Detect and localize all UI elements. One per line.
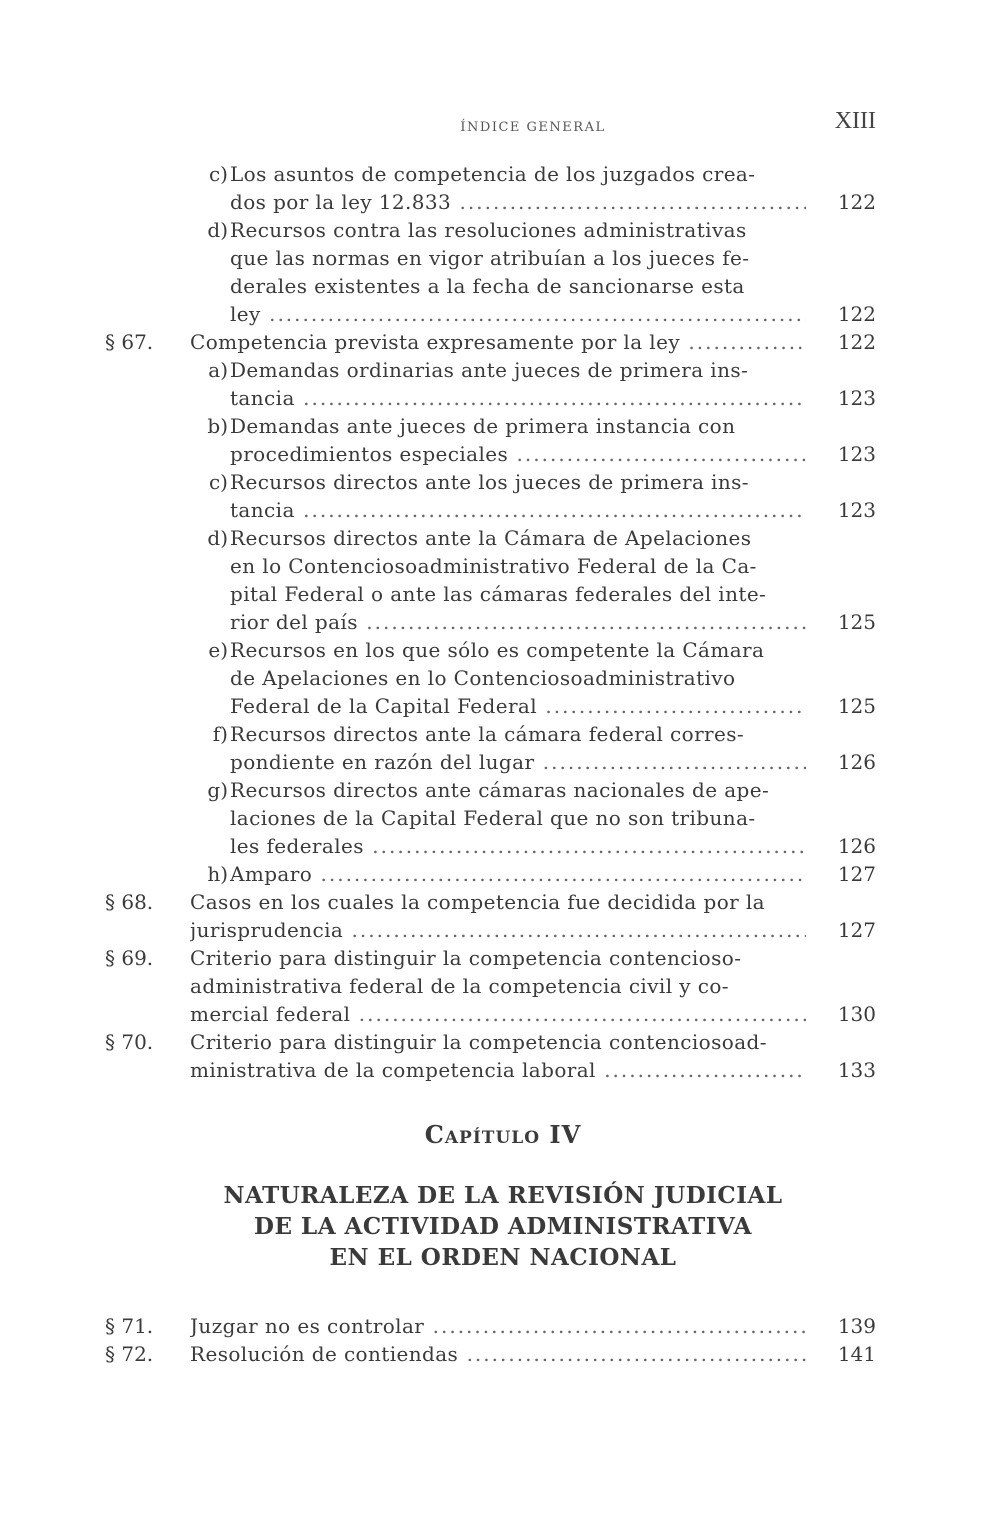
item-letter: e): [208, 638, 228, 662]
entry-body: [190, 328, 806, 356]
item-letter: b): [207, 414, 228, 438]
toc-entry: [0, 328, 1006, 356]
section-number: § 69.: [105, 946, 154, 970]
toc-entry: [0, 860, 1006, 888]
entry-line: Casos en los cuales la competencia fue decidida por la: [190, 890, 765, 914]
item-letter: a): [208, 358, 228, 382]
entry-final-line: tancia .....: [230, 384, 806, 412]
section-number: § 68.: [105, 890, 154, 914]
item-letter: c): [208, 470, 228, 494]
entry-page-number: 125: [837, 610, 876, 634]
entry-final-line: procedimientos especiales .....: [230, 440, 806, 468]
entry-body: [230, 524, 806, 636]
entry-page-number: 141: [837, 1342, 876, 1366]
entry-body: [230, 216, 806, 328]
entry-final-line: ministrativa de la competencia laboral .....: [190, 1056, 806, 1084]
entry-line: Demandas ordinarias ante jueces de primera ins-: [230, 358, 749, 382]
entry-body: [230, 468, 806, 524]
toc-entry: [0, 216, 1006, 328]
chapter-title-line: DE LA ACTIVIDAD ADMINISTRATIVA: [254, 1213, 752, 1240]
entry-page-number: 127: [837, 862, 876, 886]
toc-entry: [0, 720, 1006, 776]
section-number: § 70.: [105, 1030, 154, 1054]
item-letter: d): [207, 218, 228, 242]
entry-line: Recursos en los que sólo es competente la Cámara: [230, 638, 765, 662]
entry-body: [190, 888, 806, 944]
toc-list-top: [0, 160, 1006, 1084]
entry-body: [230, 412, 806, 468]
toc-entry: [0, 468, 1006, 524]
toc-entry: [0, 636, 1006, 720]
entry-line: derales existentes a la fecha de sancionarse esta: [230, 274, 745, 298]
entry-page-number: 125: [837, 694, 876, 718]
entry-final-line: rior del país .....: [230, 608, 806, 636]
entry-line: Recursos directos ante los jueces de primera ins-: [230, 470, 749, 494]
section-number: § 67.: [105, 330, 154, 354]
entry-body: [230, 860, 806, 888]
item-letter: c): [208, 162, 228, 186]
entry-line: Demandas ante jueces de primera instancia con: [230, 414, 736, 438]
entry-final-line: Federal de la Capital Federal .....: [230, 692, 806, 720]
toc-entry: [0, 160, 1006, 216]
entry-page-number: 122: [837, 302, 876, 326]
toc-entry: [0, 524, 1006, 636]
item-letter: h): [207, 862, 228, 886]
entry-page-number: 123: [837, 386, 876, 410]
entry-line: Los asuntos de competencia de los juzgados crea-: [230, 162, 756, 186]
entry-final-line: tancia .....: [230, 496, 806, 524]
item-letter: g): [207, 778, 228, 802]
entry-final-line: Juzgar no es controlar .....: [190, 1312, 806, 1340]
toc-entry: [0, 1340, 1006, 1368]
entry-line: en lo Contenciosoadministrativo Federal de la Ca-: [230, 554, 757, 578]
entry-line: Criterio para distinguir la competencia contenciosoad-: [190, 1030, 767, 1054]
entry-final-line: les federales .....: [230, 832, 806, 860]
running-title: ÍNDICE GENERAL: [460, 120, 606, 135]
section-number: § 71.: [105, 1314, 154, 1338]
entry-final-line: dos por la ley 12.833 .....: [230, 188, 806, 216]
chapter-title-line: EN EL ORDEN NACIONAL: [329, 1244, 677, 1271]
entry-line: Recursos contra las resoluciones administrativas: [230, 218, 747, 242]
entry-page-number: 122: [837, 190, 876, 214]
running-head: [190, 108, 876, 148]
item-letter: d): [207, 526, 228, 550]
entry-body: [190, 1028, 806, 1084]
entry-page-number: 123: [837, 442, 876, 466]
toc-list-bottom: [0, 1312, 1006, 1368]
entry-body: [190, 1340, 806, 1368]
entry-line: Recursos directos ante la cámara federal corres-: [230, 722, 745, 746]
entry-line: de Apelaciones en lo Contenciosoadministrativo: [230, 666, 736, 690]
page-number: XIII: [834, 108, 876, 134]
entry-page-number: 123: [837, 498, 876, 522]
entry-body: [230, 356, 806, 412]
toc-entry: [0, 888, 1006, 944]
toc-entry: [0, 1312, 1006, 1340]
entry-final-line: ley .....: [230, 300, 806, 328]
entry-body: [190, 944, 806, 1028]
toc-entry: [0, 412, 1006, 468]
section-number: § 72.: [105, 1342, 154, 1366]
entry-body: [230, 160, 806, 216]
entry-line: laciones de la Capital Federal que no son tribuna-: [230, 806, 756, 830]
toc-entry: [0, 356, 1006, 412]
chapter-title: [0, 1180, 1006, 1273]
entry-line: Criterio para distinguir la competencia contencioso-: [190, 946, 742, 970]
entry-final-line: Resolución de contiendas .....: [190, 1340, 806, 1368]
chapter-title-line: NATURALEZA DE LA REVISIÓN JUDICIAL: [223, 1182, 783, 1209]
item-letter: f): [212, 722, 228, 746]
entry-final-line: jurisprudencia .....: [190, 916, 806, 944]
entry-line: administrativa federal de la competencia civil y co-: [190, 974, 729, 998]
entry-line: que las normas en vigor atribuían a los jueces fe-: [230, 246, 750, 270]
toc-entry: [0, 944, 1006, 1028]
entry-page-number: 127: [837, 918, 876, 942]
entry-line: Recursos directos ante la Cámara de Apelaciones: [230, 526, 752, 550]
entry-body: [230, 636, 806, 720]
chapter-label: Capítulo IV: [424, 1120, 582, 1149]
entry-body: [230, 776, 806, 860]
entry-page-number: 126: [837, 750, 876, 774]
entry-body: [230, 720, 806, 776]
entry-body: [190, 1312, 806, 1340]
entry-line: Recursos directos ante cámaras nacionales de ape-: [230, 778, 770, 802]
entry-final-line: Competencia prevista expresamente por la ley .....: [190, 328, 806, 356]
entry-page-number: 133: [837, 1058, 876, 1082]
toc-entry: [0, 776, 1006, 860]
entry-final-line: Amparo .....: [230, 860, 806, 888]
entry-page-number: 126: [837, 834, 876, 858]
toc-entry: [0, 1028, 1006, 1084]
entry-page-number: 122: [837, 330, 876, 354]
entry-final-line: pondiente en razón del lugar .....: [230, 748, 806, 776]
entry-page-number: 139: [837, 1314, 876, 1338]
entry-page-number: 130: [837, 1002, 876, 1026]
entry-final-line: mercial federal .....: [190, 1000, 806, 1028]
entry-line: pital Federal o ante las cámaras federales del inte-: [230, 582, 767, 606]
